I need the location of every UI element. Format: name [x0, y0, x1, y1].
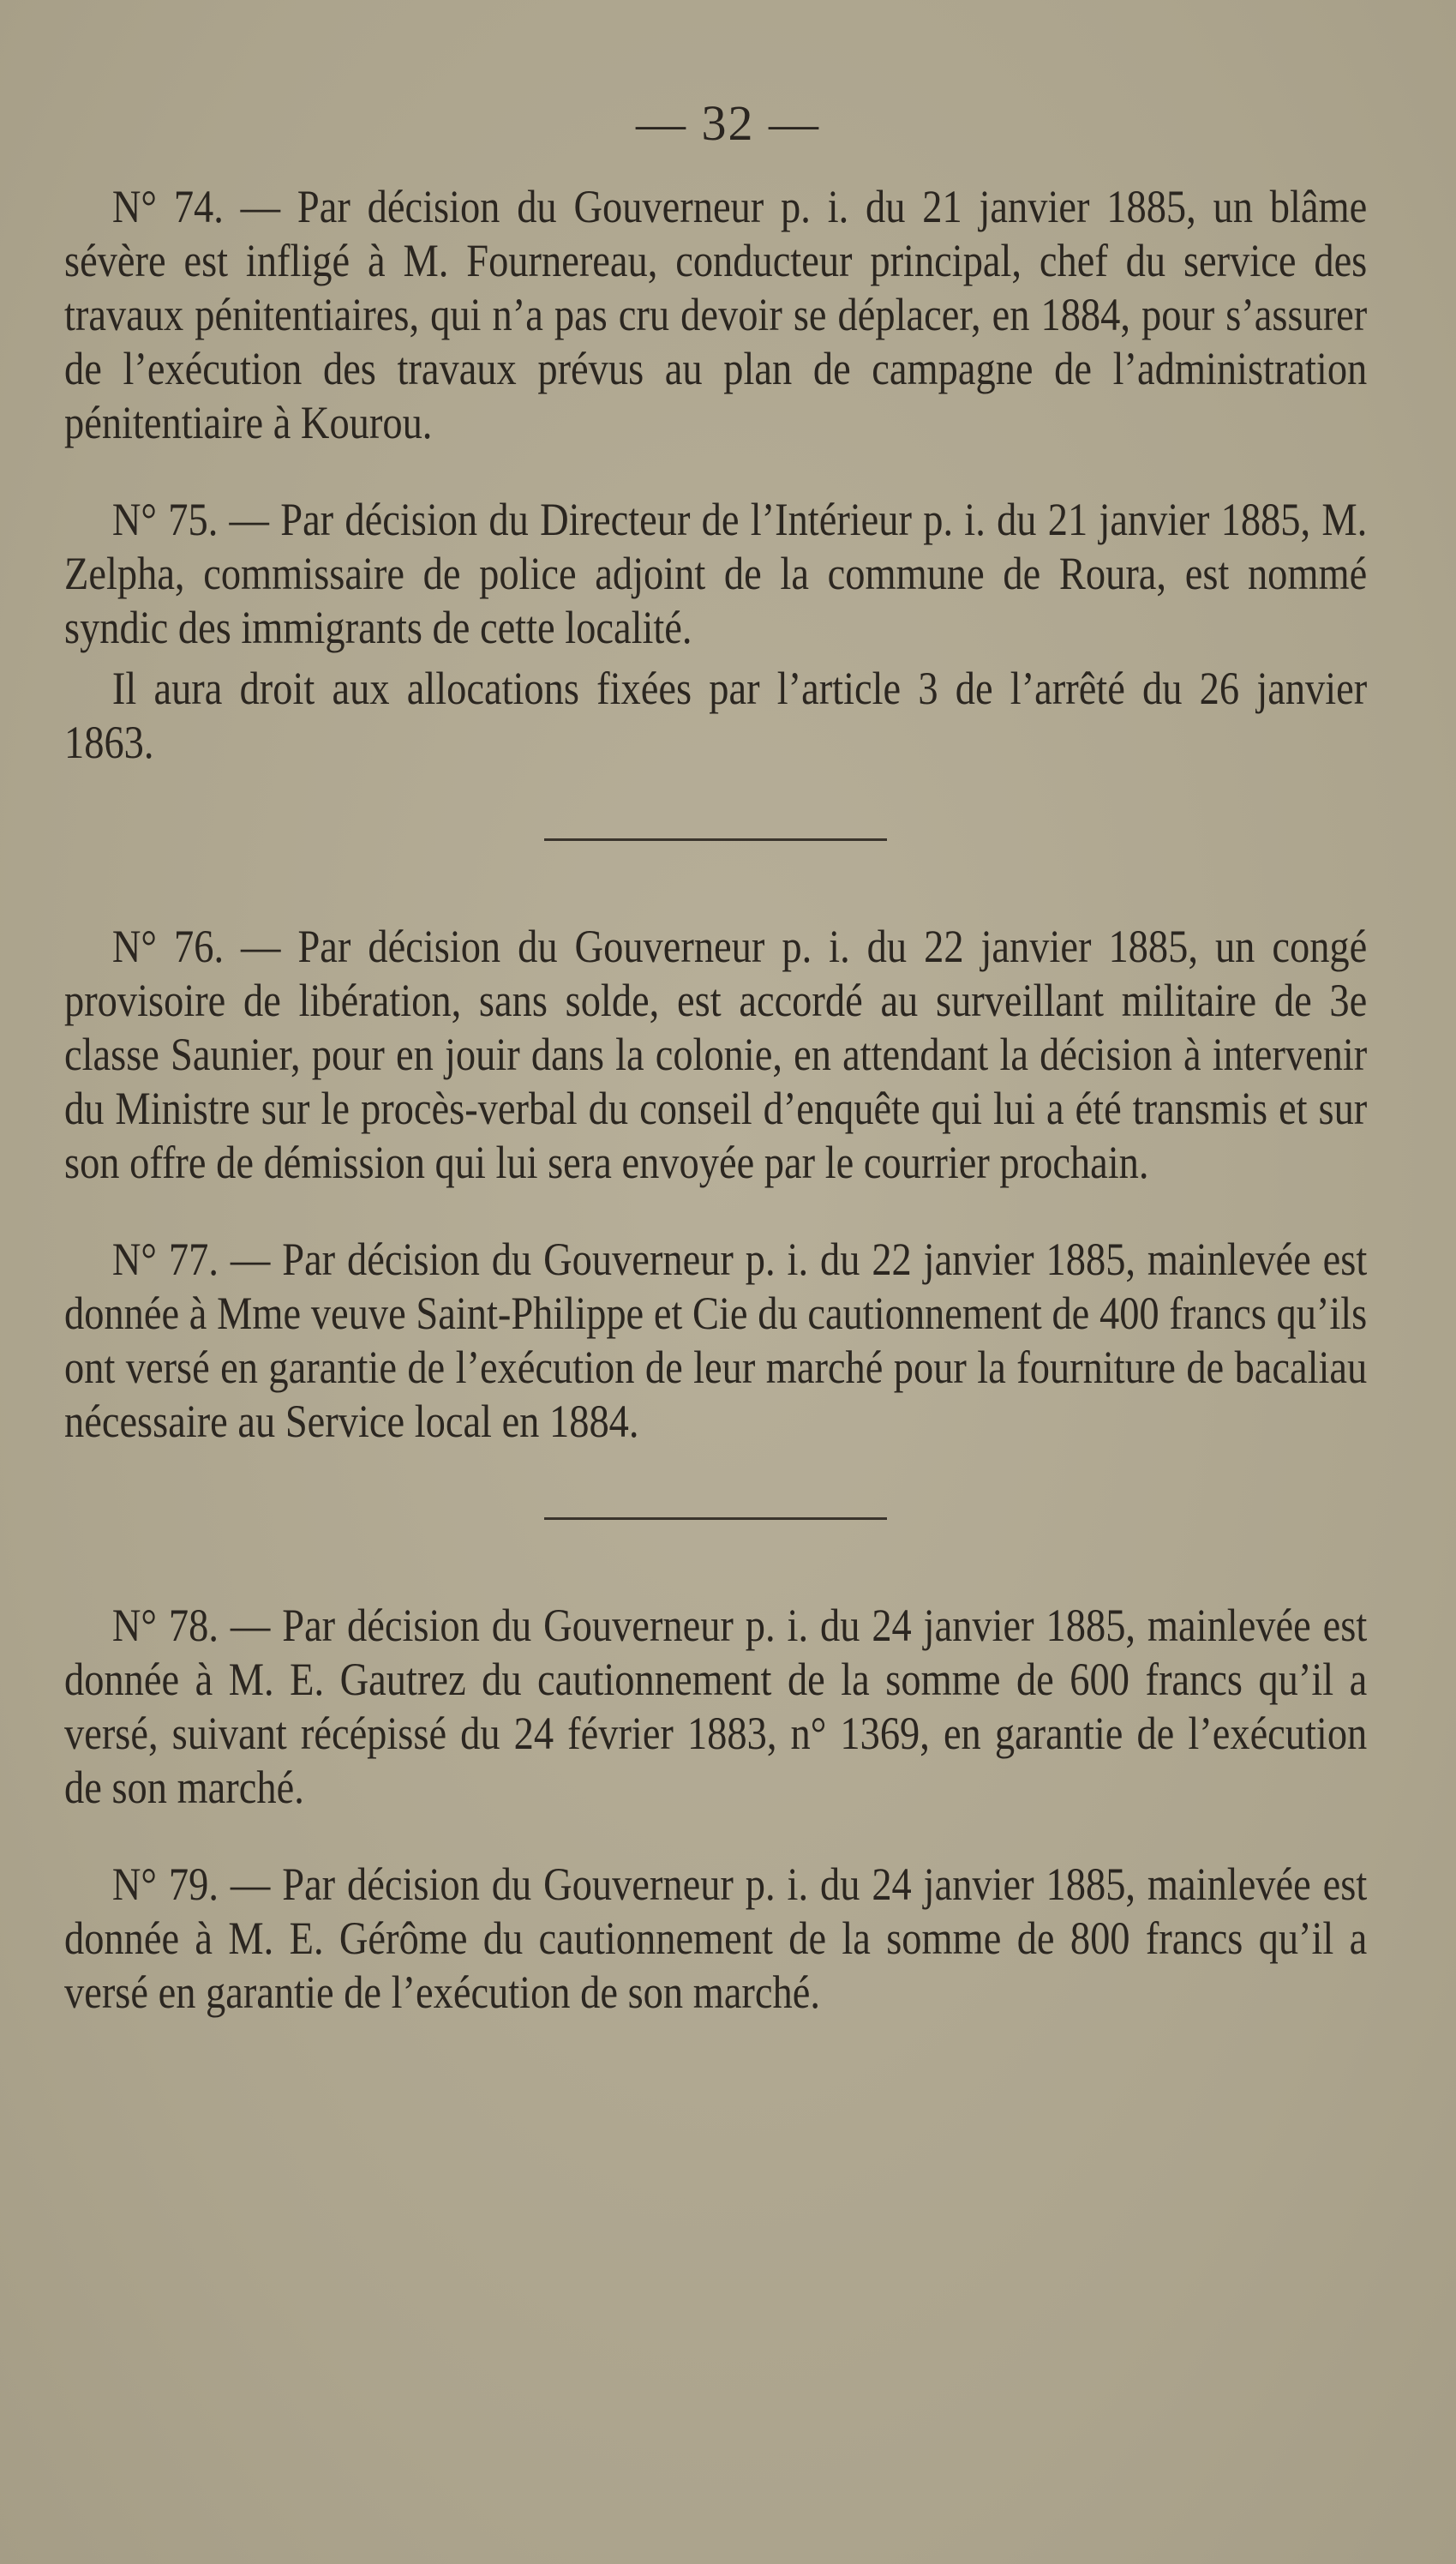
spacer [64, 655, 1367, 662]
spacer [64, 1190, 1367, 1233]
page-body [64, 180, 1367, 2020]
entry-76-paragraph: N° 76. — Par décision du Gouverneur p. i. du 22 janvier 1885, un congé provisoire de libération, sans solde, est accordé au surveillant militaire de 3e classe Saunier, pour en jouir dans la colonie, en attendant la décision à intervenir du Ministre sur le procès-verbal du conseil d’enquête qui lui a été transmis et sur son offre de démission qui lui sera envoyée par le courrier prochain. [64, 921, 1368, 1188]
entry-74-paragraph: N° 74. — Par décision du Gouverneur p. i. du 21 janvier 1885, un blâme sévère est infligé à M. Fournereau, conducteur principal, chef du service des travaux pénitentiaires, qui n’a pas cru devoir se déplacer, en 1884, pour s’assurer de l’exécution des travaux prévus au plan de campagne de l’administration pénitentiaire à Kourou. [64, 181, 1368, 448]
section-divider [64, 770, 1367, 920]
entry-75-paragraph: N° 75. — Par décision du Directeur de l’Intérieur p. i. du 21 janvier 1885, M. Zelpha, commissaire de police adjoint de la commune de Roura, est nommé syndic des immigrants de cette localité. [64, 494, 1368, 653]
entry-79-paragraph: N° 79. — Par décision du Gouverneur p. i. du 24 janvier 1885, mainlevée est donnée à M. E. Gérôme du cautionnement de la somme de 800 francs qu’il a versé en garantie de l’exécution de son marché. [64, 1858, 1368, 2018]
entry-75-continuation: Il aura droit aux allocations fixées par l’article 3 de l’arrêté du 26 janvier 1863. [64, 663, 1368, 768]
entry-77-paragraph: N° 77. — Par décision du Gouverneur p. i. du 22 janvier 1885, mainlevée est donnée à Mme veuve Saint-Philippe et Cie du cautionnement de 400 francs qu’ils ont versé en garantie de l’exécution de leur marché pour la fourniture de bacaliau nécessaire au Service local en 1884. [64, 1234, 1368, 1447]
divider-line [544, 1517, 887, 1520]
page-number: — 32 — [636, 95, 820, 151]
section-divider [64, 1449, 1367, 1599]
entry-78-paragraph: N° 78. — Par décision du Gouverneur p. i. du 24 janvier 1885, mainlevée est donnée à M. E. Gautrez du cautionnement de la somme de 600 francs qu’il a versé, suivant récépissé du 24 février 1883, n° 1369, en garantie de l’exécution de son marché. [64, 1600, 1368, 1813]
spacer [64, 1815, 1367, 1858]
spacer [64, 450, 1367, 493]
divider-line [544, 838, 887, 841]
